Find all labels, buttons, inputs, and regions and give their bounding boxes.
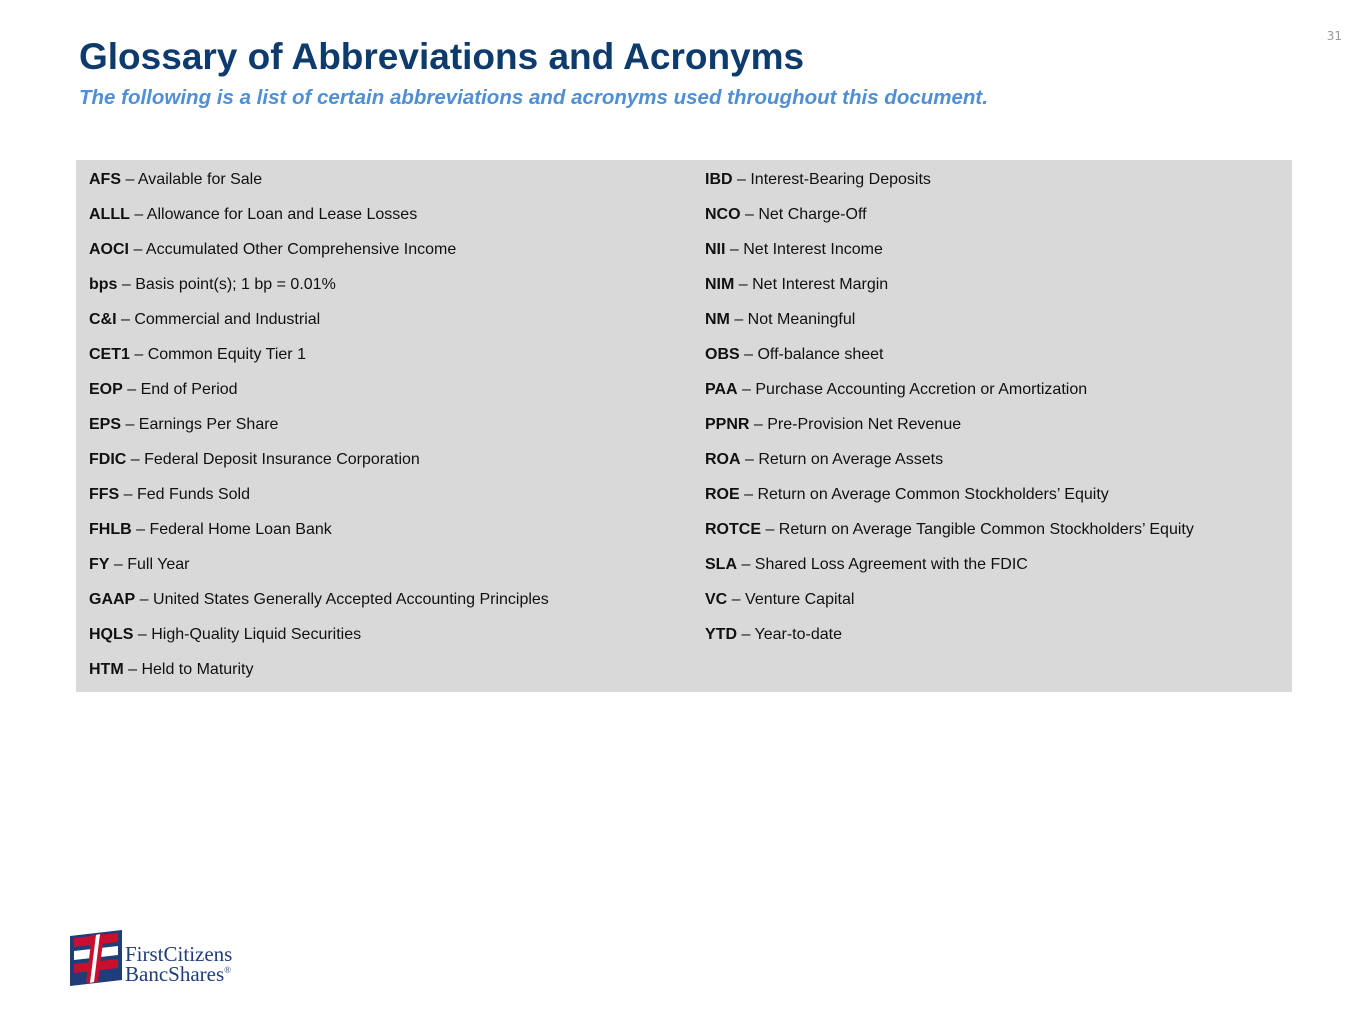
abbreviation: NM <box>705 311 730 328</box>
definition: – Accumulated Other Comprehensive Income <box>129 241 457 258</box>
definition: – Interest-Bearing Deposits <box>732 171 931 188</box>
definition: – Common Equity Tier 1 <box>129 346 306 363</box>
logo-text-line2 <box>125 964 231 985</box>
glossary-column-right <box>705 169 1194 659</box>
abbreviation: ALLL <box>89 206 130 223</box>
abbreviation: HTM <box>89 661 124 678</box>
abbreviation: ROTCE <box>705 521 761 538</box>
abbreviation: PPNR <box>705 416 750 433</box>
glossary-entry <box>89 309 549 344</box>
glossary-entry <box>705 309 1194 344</box>
glossary-entry <box>705 624 1194 659</box>
definition: – Net Interest Margin <box>734 276 889 293</box>
glossary-entry <box>89 484 549 519</box>
logo-text-line2-name: BancShares <box>125 962 225 986</box>
abbreviation: HQLS <box>89 626 134 643</box>
abbreviation: FDIC <box>89 451 127 468</box>
abbreviation: AFS <box>89 171 121 188</box>
glossary-box <box>76 160 1292 692</box>
abbreviation: SLA <box>705 556 737 573</box>
glossary-column-left <box>89 169 549 694</box>
abbreviation: VC <box>705 591 728 608</box>
glossary-entry <box>89 204 549 239</box>
definition: – Shared Loss Agreement with the FDIC <box>737 556 1028 573</box>
logo-text-line1: FirstCitizens <box>125 942 233 966</box>
abbreviation: AOCI <box>89 241 129 258</box>
definition: – Basis point(s); 1 bp = 0.01% <box>117 276 336 293</box>
glossary-entry <box>89 379 549 414</box>
glossary-entry <box>705 344 1194 379</box>
abbreviation: OBS <box>705 346 740 363</box>
abbreviation: CET1 <box>89 346 130 363</box>
definition: – Off-balance sheet <box>739 346 884 363</box>
abbreviation: FHLB <box>89 521 132 538</box>
definition: – Fed Funds Sold <box>119 486 250 503</box>
definition: – Federal Deposit Insurance Corporation <box>126 451 420 468</box>
page-subtitle: The following is a list of certain abbreviations and acronyms used throughout this document. <box>79 86 988 109</box>
abbreviation: FY <box>89 556 110 573</box>
abbreviation: bps <box>89 276 118 293</box>
glossary-entry <box>89 344 549 379</box>
definition: – Pre-Provision Net Revenue <box>749 416 962 433</box>
registered-mark: ® <box>224 965 231 975</box>
abbreviation: NCO <box>705 206 741 223</box>
page-number: 31 <box>1326 29 1342 43</box>
definition: – United States Generally Accepted Accounting Principles <box>135 591 549 608</box>
definition: – High-Quality Liquid Securities <box>133 626 362 643</box>
glossary-entry <box>89 624 549 659</box>
abbreviation: IBD <box>705 171 733 188</box>
glossary-entry <box>89 554 549 589</box>
definition: – End of Period <box>122 381 238 398</box>
glossary-entry <box>705 484 1194 519</box>
glossary-entry <box>89 274 549 309</box>
abbreviation: C&I <box>89 311 117 328</box>
glossary-entry <box>89 414 549 449</box>
definition: – Held to Maturity <box>123 661 254 678</box>
glossary-entry <box>705 414 1194 449</box>
definition: – Return on Average Assets <box>740 451 944 468</box>
glossary-entry <box>89 449 549 484</box>
flag-logo-icon <box>70 930 122 986</box>
definition: – Full Year <box>109 556 190 573</box>
glossary-entry <box>705 274 1194 309</box>
definition: – Commercial and Industrial <box>116 311 321 328</box>
company-logo <box>70 930 260 990</box>
definition: – Net Charge-Off <box>740 206 867 223</box>
glossary-entry <box>705 554 1194 589</box>
abbreviation: ROE <box>705 486 740 503</box>
definition: – Return on Average Tangible Common Stockholders’ Equity <box>761 521 1194 538</box>
definition: – Not Meaningful <box>729 311 856 328</box>
abbreviation: YTD <box>705 626 737 643</box>
definition: – Earnings Per Share <box>121 416 279 433</box>
abbreviation: EOP <box>89 381 123 398</box>
page-title: Glossary of Abbreviations and Acronyms <box>79 36 805 77</box>
definition: – Allowance for Loan and Lease Losses <box>129 206 418 223</box>
glossary-entry <box>89 589 549 624</box>
definition: – Year-to-date <box>737 626 842 643</box>
abbreviation: EPS <box>89 416 122 433</box>
glossary-entry <box>705 519 1194 554</box>
definition: – Federal Home Loan Bank <box>131 521 332 538</box>
definition: – Purchase Accounting Accretion or Amortization <box>737 381 1088 398</box>
glossary-entry <box>89 239 549 274</box>
glossary-entry <box>705 239 1194 274</box>
abbreviation: NII <box>705 241 726 258</box>
definition: – Venture Capital <box>727 591 855 608</box>
definition: – Net Interest Income <box>725 241 883 258</box>
abbreviation: PAA <box>705 381 738 398</box>
glossary-entry <box>705 169 1194 204</box>
abbreviation: ROA <box>705 451 741 468</box>
glossary-entry <box>705 449 1194 484</box>
abbreviation: NIM <box>705 276 735 293</box>
glossary-entry <box>89 169 549 204</box>
glossary-entry <box>705 204 1194 239</box>
glossary-entry <box>705 589 1194 624</box>
glossary-entry <box>89 519 549 554</box>
glossary-entry <box>705 379 1194 414</box>
definition: – Available for Sale <box>121 171 263 188</box>
definition: – Return on Average Common Stockholders’ Equity <box>739 486 1109 503</box>
abbreviation: GAAP <box>89 591 136 608</box>
glossary-entry <box>89 659 549 694</box>
abbreviation: FFS <box>89 486 120 503</box>
